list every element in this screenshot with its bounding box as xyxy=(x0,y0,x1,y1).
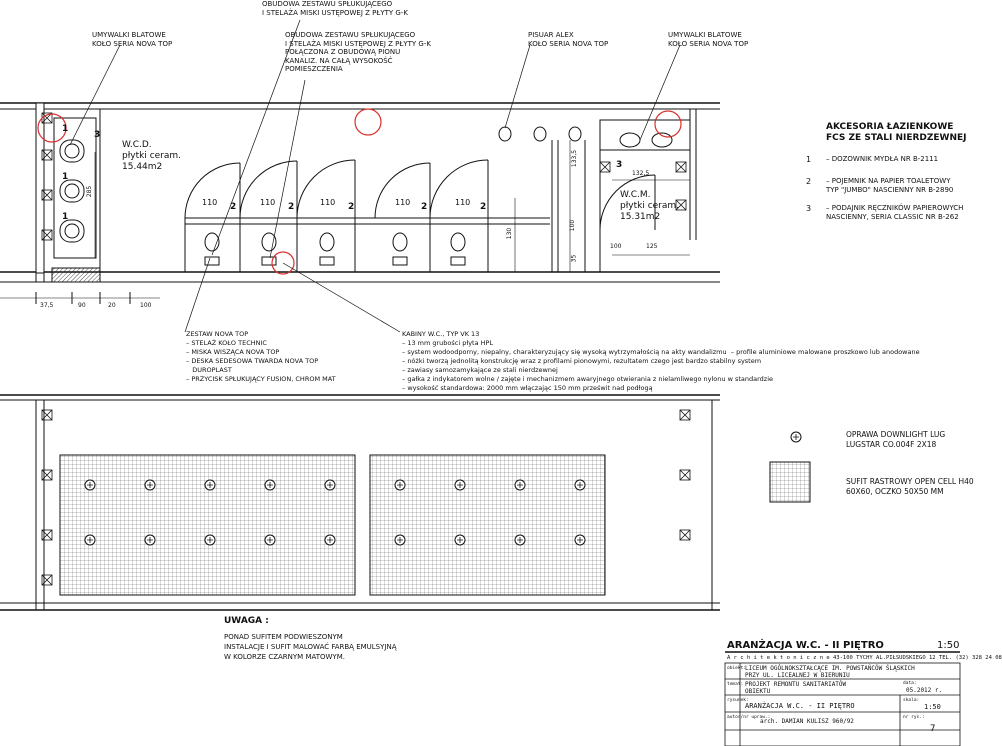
drawing-label: rysunek: xyxy=(727,698,749,703)
dim-1325: 132,5 xyxy=(632,170,650,177)
marker-2b: 2 xyxy=(288,202,295,212)
callout-sinks-left: UMYWALKI BLATOWE KOŁO SERIA NOVA TOP xyxy=(92,31,173,48)
cabin-spec: KABINY W.C., TYP VK 13 – 13 mm grubości płyta HPL – system wodoodporny, niepalny, charakteryzujący się wysoką wytrzymałością na akty wandalizmu – profile aluminiowe malowane proszkowo lub anodowane – nóżki tworzą jednolitą konstrukcję wraz z profilami pionowymi, rezultatem czego jest bardzo stabilny system – zawiasy samozamykające ze stali nierdzewnej – gałka z indykatorem wolne / zajęte i mechanizmem awaryjnego otwierania z nielamliwego nylonu w standardzie – wysokość standardowa: 2000 mm włączając 150 mm prześwit nad podłogą xyxy=(402,330,920,392)
dim-cabin-2: 110 xyxy=(260,198,276,207)
marker-2e: 2 xyxy=(480,202,487,212)
drawing-scale: 1:50 xyxy=(937,640,960,651)
dim-130: 130 xyxy=(506,227,514,240)
sheet-label: nr rys.: xyxy=(903,715,925,720)
marker-1c: 1 xyxy=(62,212,69,222)
dim-35: 35 xyxy=(570,254,578,263)
object-value: LICEUM OGÓLNOKSZTAŁCĄCE IM. POWSTAŃCÓW ŚLĄSKICH PRZY UL. LICEALNEJ W BIERUNIU xyxy=(745,665,915,679)
wall-symbols xyxy=(42,113,686,240)
dim-bottom-3: 20 xyxy=(108,302,116,309)
dim-1335: 133,5 xyxy=(571,149,579,168)
dim-bottom-1: 37,5 xyxy=(40,302,54,309)
subject-value: PROJEKT REMONTU SANITARIATÓW OBIEKTU xyxy=(745,681,847,695)
marker-2a: 2 xyxy=(230,202,237,212)
marker-1a: 1 xyxy=(62,124,69,134)
dim-cabin-5: 110 xyxy=(455,198,471,207)
marker-3-left: 3 xyxy=(94,130,101,140)
subject-label: temat: xyxy=(727,682,744,687)
date-label: data: xyxy=(903,681,917,686)
dim-cabin-3: 110 xyxy=(320,198,336,207)
wc-plan-top xyxy=(0,103,720,304)
ceiling-plan xyxy=(0,395,810,610)
object-label: obiekt: xyxy=(727,666,746,671)
marker-1b: 1 xyxy=(62,172,69,182)
callout-sinks-right: UMYWALKI BLATOWE KOŁO SERIA NOVA TOP xyxy=(668,31,749,48)
callout-casing-2: OBUDOWA ZESTAWU SPŁUKUJĄCEGO I STELAŻA MISKI USTĘPOWEJ Z PŁYTY G-K POŁĄCZONA Z OBUDOWĄ PIONU KANALIZ. NA CAŁĄ WYSOKOŚĆ POMIESZCZENIA xyxy=(285,31,431,73)
note-text: PONAD SUFITEM PODWIESZONYM INSTALACJE I SUFIT MALOWAĆ FARBĄ EMULSYJNĄ W KOLORZE CZARNYM MATOWYM. xyxy=(224,633,397,661)
dim-bottom-2: 90 xyxy=(78,302,86,309)
author-label: autor/nr upraw.: xyxy=(727,715,771,720)
dim-bottom-4: 100 xyxy=(140,302,152,309)
dim-100h: 100 xyxy=(610,243,622,250)
dim-100v: 100 xyxy=(569,219,577,232)
note-title: UWAGA : xyxy=(224,616,269,626)
marker-2d: 2 xyxy=(421,202,428,212)
room-wcd: W.C.D. płytki ceram. 15.44m2 xyxy=(122,140,182,172)
legend-ceiling: SUFIT RASTROWY OPEN CELL H40 60X60, OCZKO 50X50 MM xyxy=(846,477,974,496)
scale-value: 1:50 xyxy=(924,703,941,711)
date-value: 05.2012 r. xyxy=(906,687,943,694)
legend-downlight: OPRAWA DOWNLIGHT LUG LUGSTAR CO.004F 2X18 xyxy=(846,430,946,449)
dim-285: 285 xyxy=(86,185,94,198)
dim-cabin-4: 110 xyxy=(395,198,411,207)
callout-casing-top: OBUDOWA ZESTAWU SPŁUKUJĄCEGO I STELAŻA MISKI USTĘPOWEJ Z PŁYTY G-K xyxy=(262,0,408,17)
author-value: arch. DAMIAN KULISZ 960/92 xyxy=(760,718,854,725)
scale-label: skala: xyxy=(903,698,920,703)
set-spec: ZESTAW NOVA TOP – STELAŻ KOŁO TECHNIC – MISKA WISZĄCA NOVA TOP – DESKA SEDESOWA TWARDA NOVA TOP DUROPLAST – PRZYCISK SPŁUKUJĄCY FUSION, CHROM MAT xyxy=(186,330,336,383)
dim-125: 125 xyxy=(646,243,658,250)
dim-cabin-1: 110 xyxy=(202,198,218,207)
sheet-value: 7 xyxy=(930,724,936,734)
callout-urinal: PISUAR ALEX KOŁO SERIA NOVA TOP xyxy=(528,31,609,48)
drawing-value: ARANŻACJA W.C. - II PIĘTRO xyxy=(745,702,855,710)
room-wcm: W.C.M. płytki ceram. 15.31m2 xyxy=(620,190,680,222)
marker-3-right: 3 xyxy=(616,160,623,170)
firm-line: A r c h i t e k t o n i c z n e 43-100 TYCHY AL.PIŁSUDSKIEGO 12 TEL. (32) 328 24 08 xyxy=(727,655,1002,661)
drawing-title: ARANŻACJA W.C. - II PIĘTRO xyxy=(727,640,884,651)
accessories-title: AKCESORIA ŁAZIENKOWE FCS ZE STALI NIERDZEWNEJ xyxy=(826,122,967,143)
marker-2c: 2 xyxy=(348,202,355,212)
